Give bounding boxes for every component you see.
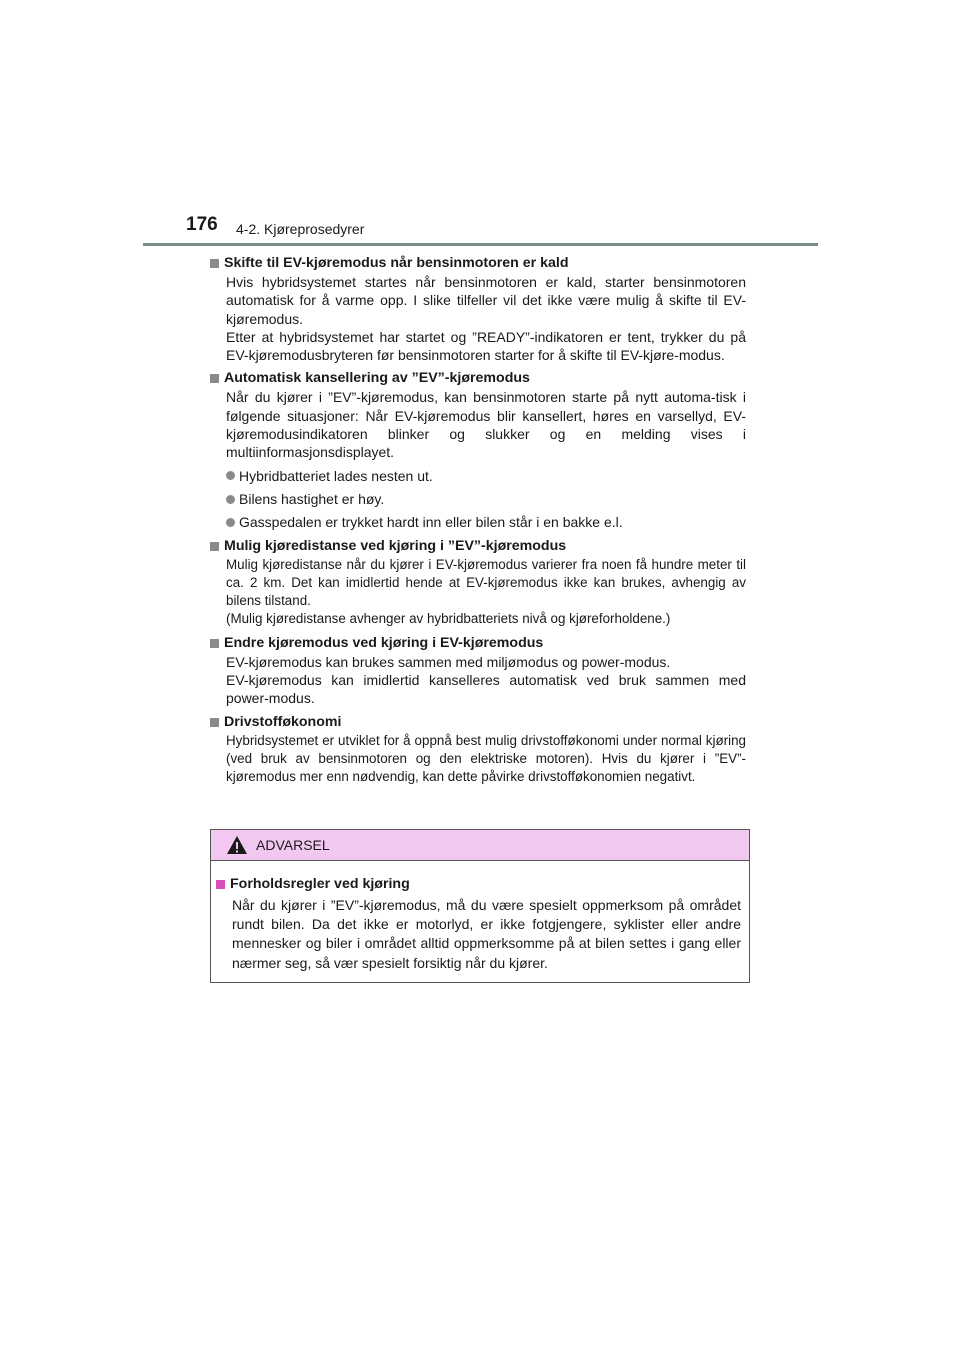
- list-item-text: Bilens hastighet er høy.: [239, 490, 385, 507]
- circle-bullet-icon: [226, 495, 235, 504]
- circle-bullet-icon: [226, 471, 235, 480]
- section-change-mode: [210, 634, 746, 708]
- paragraph: EV-kjøremodus kan brukes sammen med miljømodus og power-modus.: [226, 653, 671, 670]
- paragraph: Mulig kjøredistanse når du kjører i EV-kjøremodus varierer fra noen få hundre meter til ca. 2 km. Det kan imidlertid hende at EV-kjøremodus ikke kan brukes, avhengig av bilens tilstand.: [226, 556, 746, 609]
- warning-body: [211, 861, 749, 973]
- paragraph: Hvis hybridsystemet startes når bensinmotoren er kald, starter bensinmotoren automatisk for å varme opp. I slike tilfeller vil det ikke være mulig å skifte til EV-kjøremodus.: [226, 274, 746, 327]
- warning-label: ADVARSEL: [256, 837, 330, 853]
- section-fuel-economy: [210, 713, 746, 787]
- list-item: [210, 513, 746, 531]
- square-bullet-icon: [210, 718, 219, 727]
- section-name: 4-2. Kjøreprosedyrer: [236, 221, 365, 237]
- paragraph: EV-kjøremodus kan imidlertid kanselleres automatisk ved bruk sammen med power-modus.: [226, 672, 746, 707]
- section-title-text: Drivstofføkonomi: [224, 713, 342, 730]
- circle-bullet-icon: [226, 518, 235, 527]
- square-bullet-icon: [210, 259, 219, 268]
- section-auto-cancel: [210, 369, 746, 531]
- main-content: [210, 254, 746, 792]
- paragraph: Etter at hybridsystemet har startet og ”READY”-indikatoren er tent, trykker du på EV-kjøremodusbryteren før bensinmotoren starter for å skifte til EV-kjøre-modus.: [226, 328, 746, 364]
- square-bullet-icon: [216, 880, 225, 889]
- warning-box: [210, 829, 750, 983]
- paragraph: Hybridsystemet er utviklet for å oppnå best mulig drivstofføkonomi under normal kjøring (ved bruk av bensinmotoren og den elektriske motoren). Hvis du kjører i ”EV”-kjøremodus mer enn nødvendig, kan dette påvirke drivstofføkonomien negativt.: [226, 732, 746, 785]
- square-bullet-icon: [210, 542, 219, 551]
- section-title-text: Automatisk kansellering av ”EV”-kjøremodus: [224, 370, 530, 387]
- warning-header: [211, 830, 749, 861]
- paragraph: (Mulig kjøredistanse avhenger av hybridbatteriets nivå og kjøreforholdene.): [226, 611, 671, 627]
- section-ev-cold-engine: [210, 254, 746, 364]
- section-title: [210, 713, 746, 732]
- warning-text: Når du kjører i ”EV”-kjøremodus, må du være spesielt oppmerksom på området rundt bilen. Da det ikke er motorlyd, er ikke fotgjengere, syklister eller andre mennesker og biler i området alltid oppmerksomme på at bilen settes i gang eller nærmer seg, så vær spesielt forsiktig når du kjører.: [232, 897, 741, 971]
- paragraph: Når du kjører i ”EV”-kjøremodus, kan bensinmotoren starte på nytt automa-tisk i følgende situasjoner: Når EV-kjøremodus blir kansellert, høres en varsellyd, EV-kjøremodusindikatoren blinker og slukker og en melding vises i multiinformasjonsdisplayet.: [226, 389, 746, 461]
- page-number: 176: [186, 214, 218, 235]
- list-item: [210, 490, 746, 508]
- section-title-text: Endre kjøremodus ved kjøring i EV-kjøremodus: [224, 634, 544, 651]
- section-title-text: Skifte til EV-kjøremodus når bensinmotoren er kald: [224, 255, 569, 271]
- list-item-text: Gasspedalen er trykket hardt inn eller bilen står i en bakke e.l.: [239, 514, 623, 531]
- square-bullet-icon: [210, 374, 219, 383]
- header-rule: [143, 243, 818, 246]
- section-title: [210, 369, 746, 388]
- section-title: [210, 634, 746, 653]
- square-bullet-icon: [210, 639, 219, 648]
- warning-triangle-icon: [226, 835, 248, 855]
- list-item: [210, 467, 746, 485]
- section-title: [210, 537, 746, 556]
- list-item-text: Hybridbatteriet lades nesten ut.: [239, 467, 433, 484]
- warning-title-text: Forholdsregler ved kjøring: [230, 876, 410, 892]
- warning-title: [216, 875, 741, 894]
- section-title-text: Mulig kjøredistanse ved kjøring i ”EV”-kjøremodus: [224, 537, 567, 554]
- section-title: [210, 254, 746, 273]
- section-driving-range: [210, 537, 746, 629]
